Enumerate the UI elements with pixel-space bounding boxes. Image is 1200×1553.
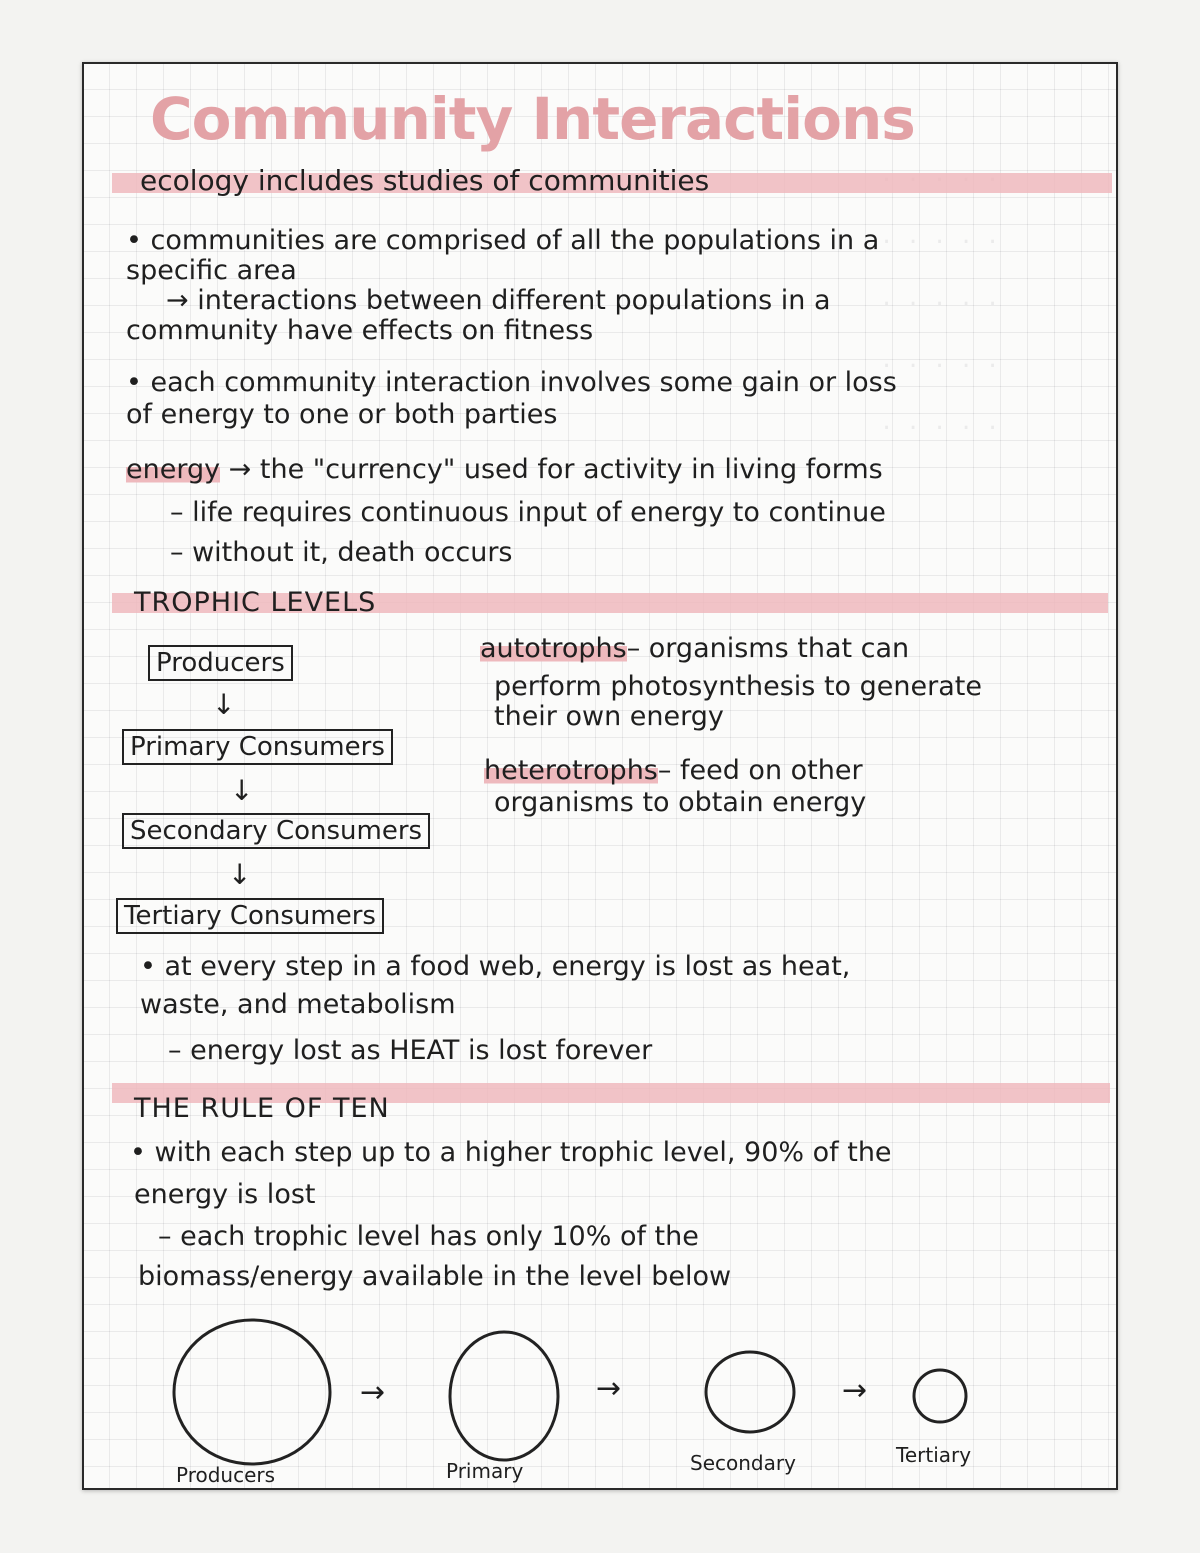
- energy-sub: – without it, death occurs: [170, 537, 513, 568]
- bleed-through-texture: · · · · · · · · · · · · · · · · · · · ·: [880, 230, 1000, 441]
- arrow-right-icon: →: [360, 1375, 386, 1410]
- autotrophs-line: their own energy: [494, 701, 724, 732]
- intro-heading: ecology includes studies of communities: [140, 164, 710, 197]
- arrow-right-icon: →: [596, 1371, 628, 1406]
- arrow-down-icon: ↓: [228, 858, 252, 891]
- energy-sub: – life requires continuous input of energy to continue: [170, 497, 886, 528]
- rule-line: energy is lost: [134, 1179, 316, 1210]
- note-line: • communities are comprised of all the populations in a: [126, 225, 880, 256]
- heterotrophs-term: heterotrophs: [484, 755, 658, 786]
- trophic-box-tertiary: Tertiary Consumers: [116, 898, 384, 934]
- arrow-down-icon: ↓: [230, 774, 254, 807]
- arrow-right-icon: →: [842, 1373, 868, 1408]
- energy-definition: → the "currency" used for activity in living forms: [228, 454, 883, 485]
- trophic-heading: TROPHIC LEVELS: [134, 587, 377, 618]
- note-line: • each community interaction involves some gain or loss: [126, 367, 897, 398]
- trophic-box-secondary: Secondary Consumers: [122, 813, 430, 849]
- rule-line: • with each step up to a higher trophic level, 90% of the: [130, 1137, 892, 1168]
- autotrophs-term: autotrophs: [480, 633, 627, 664]
- foodweb-note: • at every step in a food web, energy is lost as heat,: [140, 951, 851, 982]
- arrow-down-icon: ↓: [212, 688, 236, 721]
- foodweb-note: waste, and metabolism: [140, 989, 456, 1020]
- circle-label: Primary: [446, 1459, 524, 1483]
- note-line: → interactions between different populations in a: [166, 285, 831, 316]
- rule-line: biomass/energy available in the level below: [138, 1261, 732, 1292]
- circle-secondary: [706, 1352, 794, 1432]
- rule-heading: THE RULE OF TEN: [134, 1093, 390, 1124]
- note-line: of energy to one or both parties: [126, 399, 558, 430]
- heterotrophs-definition: – feed on other: [657, 755, 863, 786]
- energy-term: energy: [126, 454, 221, 485]
- circle-label: Producers: [176, 1463, 276, 1487]
- trophic-box-primary: Primary Consumers: [122, 729, 393, 765]
- heterotrophs-line: organisms to obtain energy: [494, 787, 867, 818]
- note-line: specific area: [126, 255, 297, 286]
- circle-primary: [450, 1332, 558, 1460]
- circle-producers: [174, 1320, 330, 1464]
- circle-label: Secondary: [690, 1451, 796, 1475]
- autotrophs-definition: – organisms that can: [626, 633, 910, 664]
- circle-label: Tertiary: [896, 1443, 972, 1467]
- rule-line: – each trophic level has only 10% of the: [158, 1221, 699, 1252]
- note-line: community have effects on fitness: [126, 315, 594, 346]
- trophic-box-producers: Producers: [148, 645, 293, 681]
- circle-tertiary: [914, 1370, 966, 1422]
- autotrophs-line: perform photosynthesis to generate: [494, 671, 982, 702]
- foodweb-note: – energy lost as HEAT is lost forever: [168, 1035, 653, 1066]
- page-title: Community Interactions: [150, 85, 915, 153]
